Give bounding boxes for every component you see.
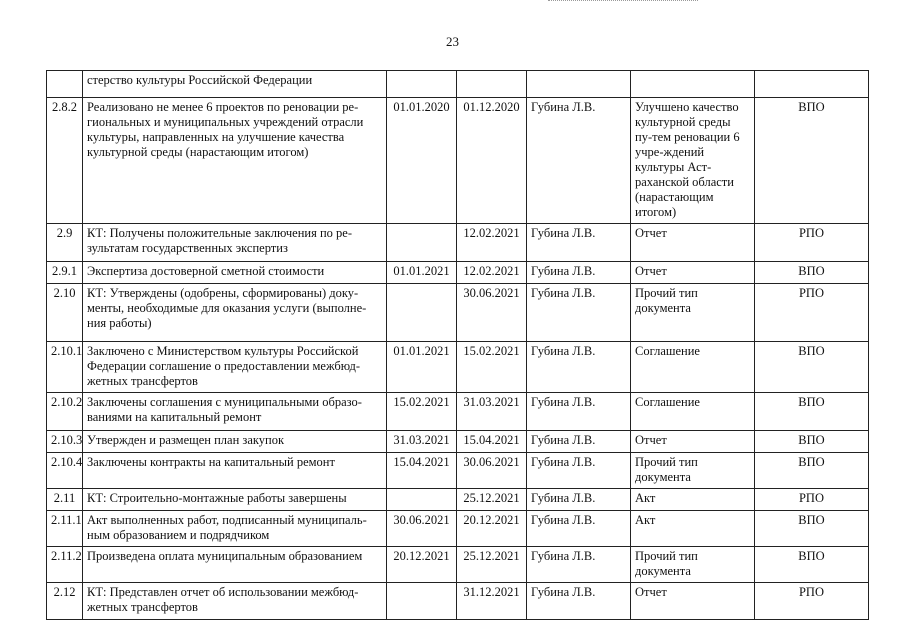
responsible-person: Губина Л.В.	[527, 393, 631, 431]
start-date: 30.06.2021	[387, 511, 457, 547]
row-number: 2.11.2	[47, 547, 83, 583]
task-name: Реализовано не менее 6 проектов по реновации ре-гиональных и муниципальных учреждений отрасли культуры, направленных на улучшение качества культурной среды (нарастающим итогом)	[83, 98, 387, 224]
row-number: 2.9.1	[47, 262, 83, 284]
end-date: 30.06.2021	[457, 453, 527, 489]
responsible-person: Губина Л.В.	[527, 342, 631, 393]
end-date: 01.12.2020	[457, 98, 527, 224]
start-date: 01.01.2020	[387, 98, 457, 224]
control-level: ВПО	[755, 342, 869, 393]
control-level: ВПО	[755, 98, 869, 224]
table-row	[47, 583, 869, 620]
responsible-person: Губина Л.В.	[527, 98, 631, 224]
responsible-person: Губина Л.В.	[527, 224, 631, 262]
task-name: Произведена оплата муниципальным образованием	[83, 547, 387, 583]
start-date	[387, 489, 457, 511]
end-date: 15.02.2021	[457, 342, 527, 393]
end-date: 20.12.2021	[457, 511, 527, 547]
responsible-person: Губина Л.В.	[527, 284, 631, 342]
control-level: ВПО	[755, 511, 869, 547]
control-level: РПО	[755, 224, 869, 262]
start-date	[387, 284, 457, 342]
start-date: 01.01.2021	[387, 342, 457, 393]
table-row	[47, 453, 869, 489]
responsible-person: Губина Л.В.	[527, 431, 631, 453]
table-row	[47, 431, 869, 453]
table-row	[47, 98, 869, 224]
control-level: ВПО	[755, 431, 869, 453]
page-number: 23	[446, 34, 459, 49]
start-date: 20.12.2021	[387, 547, 457, 583]
result-document: Соглашение	[631, 342, 755, 393]
control-level: РПО	[755, 284, 869, 342]
plan-table	[46, 70, 869, 620]
start-date: 01.01.2021	[387, 262, 457, 284]
responsible-person: Губина Л.В.	[527, 547, 631, 583]
result-document	[631, 71, 755, 98]
table-row	[47, 489, 869, 511]
end-date	[457, 71, 527, 98]
row-number: 2.10.4	[47, 453, 83, 489]
table-row	[47, 224, 869, 262]
task-name: Заключены контракты на капитальный ремонт	[83, 453, 387, 489]
row-number: 2.12	[47, 583, 83, 620]
start-date	[387, 224, 457, 262]
task-name: Экспертиза достоверной сметной стоимости	[83, 262, 387, 284]
start-date	[387, 583, 457, 620]
control-level: ВПО	[755, 453, 869, 489]
result-document: Отчет	[631, 431, 755, 453]
task-name: КТ: Строительно-монтажные работы завершены	[83, 489, 387, 511]
row-number: 2.11.1	[47, 511, 83, 547]
task-name: Заключено с Министерством культуры Российской Федерации соглашение о предоставлении межбюд-жетных трансфертов	[83, 342, 387, 393]
responsible-person	[527, 71, 631, 98]
task-name: Акт выполненных работ, подписанный муниципаль-ным образованием и подрядчиком	[83, 511, 387, 547]
start-date	[387, 71, 457, 98]
row-number: 2.8.2	[47, 98, 83, 224]
table-row	[47, 511, 869, 547]
row-number: 2.11	[47, 489, 83, 511]
responsible-person: Губина Л.В.	[527, 453, 631, 489]
row-number: 2.10.3	[47, 431, 83, 453]
task-name: КТ: Утверждены (одобрены, сформированы) доку-менты, необходимые для оказания услуги (выполне-ния работы)	[83, 284, 387, 342]
control-level: РПО	[755, 489, 869, 511]
control-level: РПО	[755, 583, 869, 620]
result-document: Прочий тип документа	[631, 284, 755, 342]
table-row	[47, 284, 869, 342]
end-date: 12.02.2021	[457, 262, 527, 284]
task-name: КТ: Представлен отчет об использовании межбюд-жетных трансфертов	[83, 583, 387, 620]
responsible-person: Губина Л.В.	[527, 511, 631, 547]
table-row	[47, 342, 869, 393]
control-level	[755, 71, 869, 98]
row-number: 2.10.1	[47, 342, 83, 393]
task-name: стерство культуры Российской Федерации	[83, 71, 387, 98]
row-number: 2.9	[47, 224, 83, 262]
result-document: Прочий тип документа	[631, 547, 755, 583]
row-number: 2.10	[47, 284, 83, 342]
end-date: 25.12.2021	[457, 547, 527, 583]
result-document: Акт	[631, 511, 755, 547]
result-document: Улучшено качество культурной среды пу-тем реновации 6 учре-ждений культуры Аст-раханской области (нарастающим итогом)	[631, 98, 755, 224]
task-name: КТ: Получены положительные заключения по ре-зультатам государственных экспертиз	[83, 224, 387, 262]
responsible-person: Губина Л.В.	[527, 262, 631, 284]
result-document: Соглашение	[631, 393, 755, 431]
result-document: Прочий тип документа	[631, 453, 755, 489]
task-name: Утвержден и размещен план закупок	[83, 431, 387, 453]
end-date: 31.03.2021	[457, 393, 527, 431]
responsible-person: Губина Л.В.	[527, 489, 631, 511]
start-date: 15.02.2021	[387, 393, 457, 431]
end-date: 25.12.2021	[457, 489, 527, 511]
result-document: Отчет	[631, 583, 755, 620]
end-date: 12.02.2021	[457, 224, 527, 262]
table-row	[47, 262, 869, 284]
control-level: ВПО	[755, 547, 869, 583]
result-document: Отчет	[631, 262, 755, 284]
task-name: Заключены соглашения с муниципальными образо-ваниями на капитальный ремонт	[83, 393, 387, 431]
control-level: ВПО	[755, 262, 869, 284]
result-document: Отчет	[631, 224, 755, 262]
control-level: ВПО	[755, 393, 869, 431]
scan-artifact	[548, 0, 698, 5]
start-date: 31.03.2021	[387, 431, 457, 453]
row-number: 2.10.2	[47, 393, 83, 431]
end-date: 15.04.2021	[457, 431, 527, 453]
table-row	[47, 71, 869, 98]
end-date: 30.06.2021	[457, 284, 527, 342]
result-document: Акт	[631, 489, 755, 511]
row-number	[47, 71, 83, 98]
responsible-person: Губина Л.В.	[527, 583, 631, 620]
table-row	[47, 547, 869, 583]
start-date: 15.04.2021	[387, 453, 457, 489]
end-date: 31.12.2021	[457, 583, 527, 620]
table-row	[47, 393, 869, 431]
